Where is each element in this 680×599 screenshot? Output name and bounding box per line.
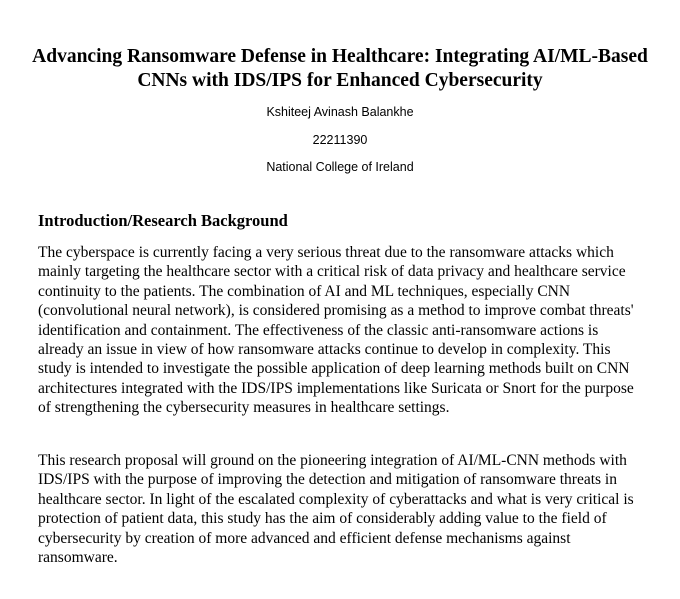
institution-name: National College of Ireland: [266, 160, 414, 174]
student-id: 22211390: [312, 133, 368, 147]
paragraph-1: The cyberspace is currently facing a very serious threat due to the ransomware attacks which mainly targeting the healthcare sector with a critical risk of data privacy and healthcare service continuity to the patients. The combination of AI and ML techniques, especially CNN (convolutional neural network), is considered promising as a method to improve combat threats' identification and containment. The effectiveness of the classic anti-ransomware actions is already an issue in view of how ransomware attacks continue to develop in complexity. This study is intended to investigate the possible application of deep learning methods built on CNN architectures integrated with the IDS/IPS implementations like Suricata or Snort for the purpose of strengthening the cybersecurity measures in healthcare settings.: [38, 244, 634, 417]
section-heading: Introduction/Research Background: [38, 211, 288, 230]
paragraph-2: This research proposal will ground on the pioneering integration of AI/ML-CNN methods with IDS/IPS with the purpose of improving the detection and mitigation of ransomware threats in healthcare sector. In light of the escalated complexity of cyberattacks and what is very critical is protection of patient data, this study has the aim of considerably adding value to the field of cybersecurity by creation of more advanced and efficient defense mechanisms against ransomware.: [38, 452, 634, 567]
paper-title: Advancing Ransomware Defense in Healthcare: Integrating AI/ML-Based CNNs with IDS/IPS for Enhanced Cybersecurity: [32, 46, 648, 91]
author-name: Kshiteej Avinash Balankhe: [266, 105, 414, 119]
